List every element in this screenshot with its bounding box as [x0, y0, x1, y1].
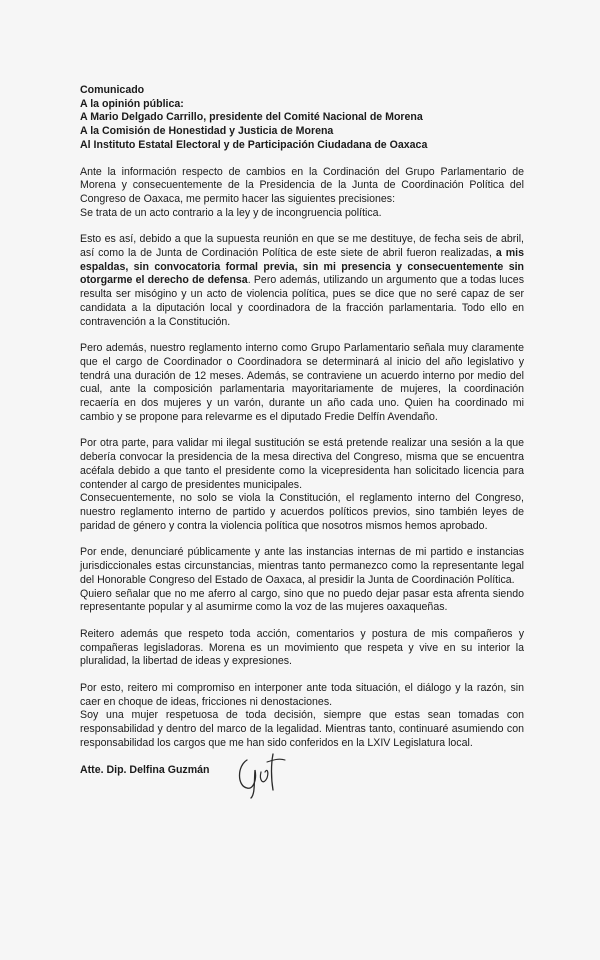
handwritten-signature	[233, 750, 303, 800]
paragraph-4b: Consecuentemente, no solo se viola la Constitución, el reglamento interno del Congreso, nuestro reglamento interno de partido y acuerdos políticos previos, sino también leyes de paridad de género y contra la violencia política que nosotros mismos hemos aprobado.	[80, 492, 524, 532]
header-recipient-honesty-commission: A la Comisión de Honestidad y Justicia de Morena	[80, 125, 334, 138]
paragraph-3: Pero además, nuestro reglamento interno como Grupo Parlamentario señala muy claramente que el cargo de Coordinador o Coordinadora se determinará al inicio del año legislativo y tendrá una duración de 12 meses. Además, se contraviene un acuerdo interno por medio del cual, ante la composición parlamentaria mayoritariamente de mujeres, la coordinación recaería en dos mujeres y un varón, durante un año cada uno. Quien ha coordinado mi cambio y se propone para relevarme es el diputado Fredie Delfín Avendaño.	[80, 342, 524, 423]
communique-body	[80, 84, 524, 812]
header-recipient-public: A la opinión pública:	[80, 97, 184, 110]
paragraph-2-part-a: Esto es así, debido a que la supuesta reunión en que se me destituye, de fecha seis de abril, así como la de Junta de Cordinación Política de este siete de abril fueron realizadas,	[80, 233, 524, 260]
paragraph-2-bold: a mis espaldas, sin convocatoria formal previa, sin mi presencia y consecuentemente sin otorgarme el derecho de defensa	[80, 247, 524, 287]
paragraph-4: Por otra parte, para validar mi ilegal sustitución se está pretende realizar una sesión a la que debería convocar la presidencia de la mesa directiva del Congreso, misma que se encuentra acéfala debido a que tanto el presidente como la vicepresidenta han solicitado licencia para contender al cargo de presidentes municipales.	[80, 437, 524, 491]
paragraph-2-part-c: . Pero además, utilizando un argumento que a todas luces resulta ser misógino y un acto de violencia política, pues se dice que no seré capaz de ser candidata a la diputación local y coordinadora de la fracción parlamentaria. Todo ello en contravención a la Constitución.	[80, 274, 524, 328]
paragraph-5: Por ende, denunciaré públicamente y ante las instancias internas de mi partido e instancias jurisdiccionales estas circunstancias, mientras tanto permanezco como la representante legal del Honorable Congreso del Estado de Oaxaca, al presidir la Junta de Coordinación Política.	[80, 546, 524, 586]
header-recipient-electoral-institute: Al Instituto Estatal Electoral y de Participación Ciudadana de Oaxaca	[80, 138, 428, 151]
paragraph-2	[80, 233, 524, 329]
paragraph-7: Por esto, reitero mi compromiso en interponer ante toda situación, el diálogo y la razón, sin caer en choque de ideas, fricciones ni denostaciones.	[80, 682, 524, 708]
communique-header	[80, 84, 524, 153]
paragraph-1b: Se trata de un acto contrario a la ley y de incongruencia política.	[80, 206, 382, 219]
paragraph-7b: Soy una mujer respetuosa de toda decisión, siempre que estas sean tomadas con responsabilidad y dentro del marco de la legalidad. Mientras tanto, continuaré asumiendo con responsabilidad los cargos que me han sido conferidos en la LXIV Legislatura local.	[80, 709, 524, 749]
signoff: Atte. Dip. Delfina Guzmán	[80, 763, 210, 776]
paragraph-6: Reitero además que respeto toda acción, comentarios y postura de mis compañeros y compañeras legisladoras. Morena es un movimiento que respeta y vive en su interior la pluralidad, la libertad de ideas y expresiones.	[80, 627, 524, 668]
paragraph-1: Ante la información respecto de cambios en la Cordinación del Grupo Parlamentario de Morena y consecuentemente de la Presidencia de la Junta de Coordinación Política del Congreso de Oaxaca, me permito hacer las siguientes precisiones:	[80, 165, 524, 205]
signature-block	[80, 764, 524, 812]
header-title: Comunicado	[80, 84, 145, 96]
header-recipient-morena-president: A Mario Delgado Carrillo, presidente del Comité Nacional de Morena	[80, 111, 423, 124]
paragraph-5b: Quiero señalar que no me aferro al cargo, sino que no puedo dejar pasar esta afrenta siendo representante popular y al asumirme como la voz de las mujeres oaxaqueñas.	[80, 587, 524, 614]
